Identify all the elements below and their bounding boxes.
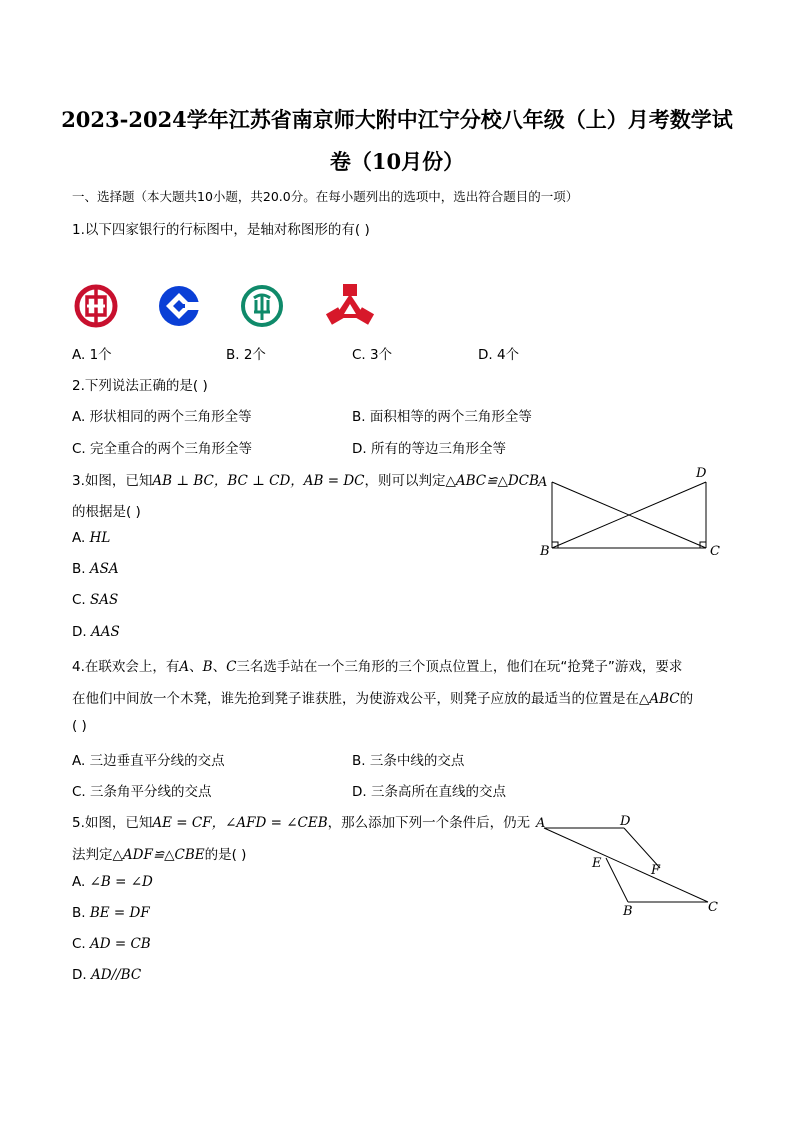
- option-value: AD//BC: [90, 967, 142, 983]
- figure-3-label-c: C: [710, 544, 720, 559]
- option-prefix: D.: [72, 624, 87, 640]
- question-3-option-d[interactable]: [72, 624, 120, 640]
- question-5-option-b[interactable]: [72, 905, 150, 921]
- question-5-line2-text: 法判定: [72, 847, 113, 863]
- abc-logo: [240, 284, 284, 328]
- question-3-option-b[interactable]: [72, 561, 119, 577]
- option-value: ASA: [89, 561, 119, 577]
- question-1-stem: 1.以下四家银行的行标图中，是轴对称图形的有( ): [72, 222, 370, 238]
- question-3-stem-math-2: △ABC≌△DCB: [445, 473, 539, 489]
- figure-5-label-c: C: [708, 900, 718, 915]
- question-4-option-d[interactable]: D. 三条高所在直线的交点: [352, 784, 506, 800]
- figure-3-label-a: A: [538, 475, 548, 490]
- question-5-option-c[interactable]: [72, 936, 151, 952]
- figure-5-label-d: D: [620, 814, 631, 829]
- question-4-line2-tail: 的: [679, 691, 694, 707]
- question-3-stem: [72, 469, 539, 489]
- question-3-stem-text-b: ，则可以判定: [364, 473, 446, 489]
- question-2-option-d[interactable]: D. 所有的等边三角形全等: [352, 441, 506, 457]
- question-5-option-d[interactable]: [72, 967, 141, 983]
- question-4-math-c: C: [226, 659, 237, 675]
- question-3-figure: [536, 462, 726, 562]
- question-3-stem-line-2: 的根据是( ): [72, 504, 141, 520]
- question-5-stem-line-2: [72, 843, 246, 863]
- option-value: HL: [89, 530, 111, 546]
- question-2-option-b[interactable]: B. 面积相等的两个三角形全等: [352, 409, 532, 425]
- question-4-text-c: 、: [212, 659, 227, 675]
- question-1-option-a[interactable]: A. 1个: [72, 347, 112, 363]
- question-5-option-a[interactable]: [72, 874, 153, 890]
- section-header: 一、选择题（本大题共10小题，共20.0分。在每小题列出的选项中，选出符合题目的一项）: [72, 189, 579, 204]
- question-4-stem: [72, 655, 682, 675]
- question-4-text-d: 三名选手站在一个三角形的三个顶点位置上，他们在玩“抢凳子”游戏，要求: [236, 659, 683, 675]
- ccb-logo: [157, 284, 201, 328]
- option-value: AAS: [90, 624, 120, 640]
- option-value: SAS: [90, 592, 119, 608]
- question-1-option-b[interactable]: B. 2个: [226, 347, 266, 363]
- option-prefix: B.: [72, 561, 86, 577]
- question-4-line2-text: 在他们中间放一个木凳，谁先抢到凳子谁获胜，为使游戏公平，则凳子应放的最适当的位置是在: [72, 691, 639, 707]
- question-4-option-c[interactable]: C. 三条角平分线的交点: [72, 784, 212, 800]
- option-prefix: C.: [72, 592, 86, 608]
- option-value: ∠B = ∠D: [89, 874, 153, 890]
- question-3-option-a[interactable]: [72, 530, 110, 546]
- question-2-option-a[interactable]: A. 形状相同的两个三角形全等: [72, 409, 252, 425]
- question-4-stem-line-2: [72, 687, 693, 707]
- figure-5-label-f: F: [651, 863, 661, 878]
- question-4-option-a[interactable]: A. 三边垂直平分线的交点: [72, 753, 225, 769]
- question-5-text-b: ，那么添加下列一个条件后，仍无: [327, 815, 531, 831]
- option-prefix: C.: [72, 936, 86, 952]
- question-4-stem-line-3: ( ): [72, 718, 87, 734]
- question-1-option-d[interactable]: D. 4个: [478, 347, 520, 363]
- icbc-logo: [74, 284, 118, 328]
- option-prefix: A.: [72, 874, 86, 890]
- question-4-line2-math: △ABC: [639, 691, 680, 707]
- question-5-figure: [534, 812, 734, 922]
- question-3-option-c[interactable]: [72, 592, 118, 608]
- question-2-stem: 2.下列说法正确的是( ): [72, 378, 208, 394]
- boc-logo: [326, 282, 374, 328]
- question-1-option-c[interactable]: C. 3个: [352, 347, 393, 363]
- question-3-stem-text-a: 3.如图，已知: [72, 473, 153, 489]
- option-value: AD = CB: [90, 936, 151, 952]
- question-5-stem: [72, 811, 530, 831]
- option-prefix: B.: [72, 905, 86, 921]
- question-4-text-b: 、: [189, 659, 203, 675]
- question-4-option-b[interactable]: B. 三条中线的交点: [352, 753, 465, 769]
- question-4-text-a: 4.在联欢会上，有: [72, 659, 180, 675]
- figure-5-label-b: B: [623, 904, 633, 919]
- option-prefix: A.: [72, 530, 86, 546]
- question-4-math-b: B: [202, 659, 213, 675]
- question-5-line2-tail: 的是( ): [204, 847, 247, 863]
- figure-3-label-d: D: [696, 466, 707, 481]
- option-prefix: D.: [72, 967, 87, 983]
- option-value: BE = DF: [89, 905, 150, 921]
- figure-5-label-a: A: [536, 816, 546, 831]
- question-4-math-a: A: [179, 659, 190, 675]
- question-5-line2-math: △ADF≌△CBE: [112, 847, 205, 863]
- question-5-math: AE = CF，∠AFD = ∠CEB: [152, 815, 328, 831]
- question-3-stem-math: AB ⊥ BC，BC ⊥ CD，AB = DC: [152, 473, 365, 489]
- question-2-option-c[interactable]: C. 完全重合的两个三角形全等: [72, 441, 253, 457]
- page-title-line-1: 2023-2024学年江苏省南京师大附中江宁分校八年级（上）月考数学试: [61, 107, 733, 132]
- figure-5-label-e: E: [592, 856, 602, 871]
- figure-3-label-b: B: [540, 544, 550, 559]
- page-title-line-2: 卷（10月份）: [329, 149, 465, 174]
- question-5-text-a: 5.如图，已知: [72, 815, 153, 831]
